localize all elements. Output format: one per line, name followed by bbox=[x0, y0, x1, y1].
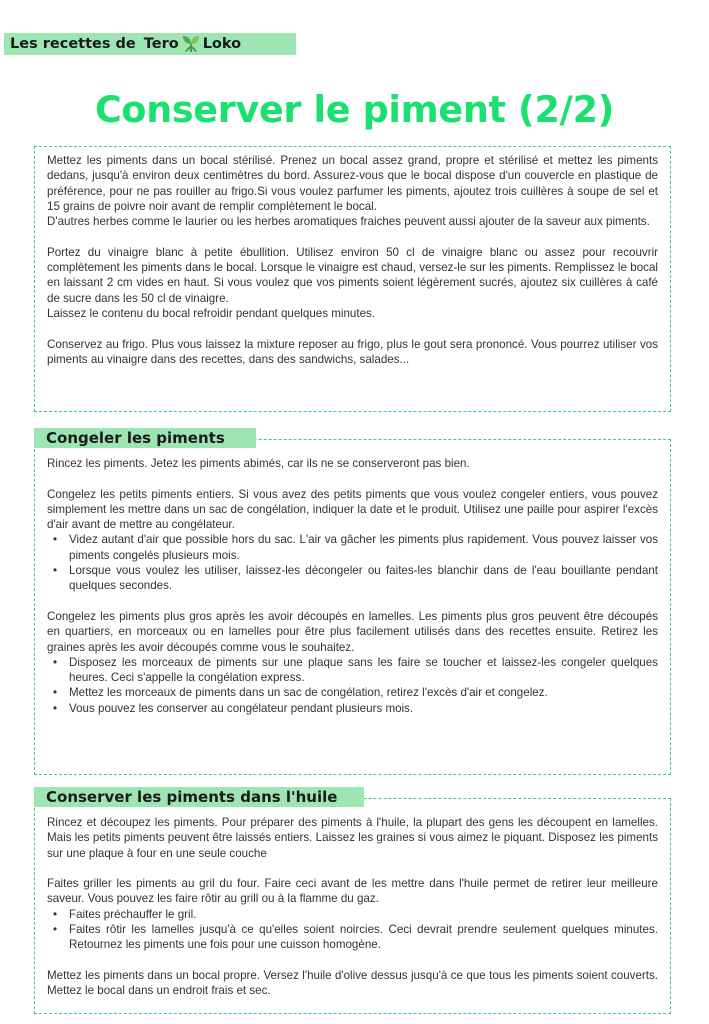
list-item: • Lorsque vous voulez les utiliser, laissez-les décongeler ou faites-les blanchir dans de l'eau bouillante pendant quelques secondes. bbox=[69, 563, 658, 594]
paragraph: Mettez les piments dans un bocal propre. Versez l'huile d'olive dessus jusqu'à ce que tous les piments soient couverts. Mettez le bocal dans un endroit frais et sec. bbox=[47, 968, 658, 998]
bullet-list bbox=[47, 532, 658, 593]
paragraph: Faites griller les piments au gril du four. Faire ceci avant de les mettre dans l'huile permet de retirer leur meilleure saveur. Vous pouvez les faire rôtir au grill ou à la flamme du gaz. bbox=[47, 877, 658, 906]
list-item: • Disposez les morceaux de piments sur une plaque sans les faire se toucher et laissez-les congeler quelques heures. Ceci s'appelle la congélation express. bbox=[69, 655, 658, 686]
section-oil bbox=[34, 798, 671, 1014]
paragraph: Conservez au frigo. Plus vous laissez la mixture reposer au frigo, plus le gout sera prononcé. Vous pourrez utiliser vos piments au vinaigre dans des recettes, dans des sandwichs, salades... bbox=[47, 337, 658, 366]
section-heading-oil: Conserver les piments dans l'huile bbox=[34, 787, 364, 807]
list-item: • Faites rôtir les lamelles jusqu'à ce qu'elles soient noircies. Ceci devrait prendre seulement quelques minutes. Retournez les piments une fois pour une cuisson homogène. bbox=[69, 922, 658, 953]
paragraph: Laissez le contenu du bocal refroidir pendant quelques minutes. bbox=[47, 306, 376, 320]
list-item: • Vous pouvez les conserver au congélateur pendant plusieurs mois. bbox=[69, 701, 658, 716]
paragraph: Rincez les piments. Jetez les piments abimés, car ils ne se conserveront pas bien. bbox=[47, 457, 470, 470]
section-heading-freeze: Congeler les piments bbox=[34, 428, 256, 448]
brand-name-part2: Loko bbox=[202, 36, 242, 52]
brand-prefix: Les recettes de bbox=[10, 36, 136, 52]
paragraph: Portez du vinaigre blanc à petite ébullition. Utilisez environ 50 cl de vinaigre blanc ou assez pour recouvrir complètement les piments dans le bocal. Lorsque le vinaigre est chaud, versez-le sur les piments. Remplissez le bocal en laissant 2 cm vides en haut. Si vous voulez que vos piments soient légèrement sucrés, ajoutez six cuillères à café de sucre dans les 50 cl de vinaigre. bbox=[47, 245, 658, 305]
list-item: • Faites préchauffer le gril. bbox=[69, 907, 658, 922]
brand-name-part1: Tero bbox=[143, 36, 179, 52]
list-item: • Videz autant d'air que possible hors du sac. L'air va gâcher les piments plus rapidement. Vous pouvez laisser vos piments congelés plusieurs mois. bbox=[69, 532, 658, 563]
paragraph: Congelez les petits piments entiers. Si vous avez des petits piments que vous voulez congeler entiers, vous pouvez simplement les mettre dans un sac de congélation, indiquer la date et le produit. Utilisez une paille pour aspirer l'excès d'air avant de mettre au congélateur. bbox=[47, 487, 658, 532]
leaf-logo-icon bbox=[181, 35, 201, 53]
bullet-list bbox=[47, 907, 658, 953]
page-title: Conserver le piment (2/2) bbox=[94, 88, 615, 131]
list-item: • Mettez les morceaux de piments dans un sac de congélation, retirez l'excès d'air et congelez. bbox=[69, 685, 658, 700]
paragraph: Mettez les piments dans un bocal stérilisé. Prenez un bocal assez grand, propre et stérilisé et mettez les piments dedans, jusqu'à environ deux centimètres du bord. Assurez-vous que le bocal dispose d'un couvercle en plastique de préférence, pour ne pas rouiller au frigo.Si vous voulez parfumer les piments, ajoutez trois cuillères à soupe de sel et 15 grains de poivre noir avant de remplir complètement le bocal. bbox=[47, 154, 658, 213]
brand-banner bbox=[4, 33, 296, 55]
paragraph: Congelez les piments plus gros après les avoir découpés en lamelles. Les piments plus gros peuvent être découpés en quartiers, en morceaux ou en lamelles pour être plus facilement utilisés dans des recettes ensuite. Retirez les graines après les avoir découpés comme vous le souhaitez. bbox=[47, 609, 658, 654]
paragraph: D'autres herbes comme le laurier ou les herbes aromatiques fraiches peuvent aussi ajouter de la saveur aux piments. bbox=[47, 215, 650, 229]
paragraph: Rincez et découpez les piments. Pour préparer des piments à l'huile, la plupart des gens les découpent en lamelles. Mais les petits piments peuvent être laissés entiers. Laissez les graines si vous aimez le piquant. Disposez les piments sur une plaque à four en une seule couche bbox=[47, 816, 658, 860]
section-vinegar bbox=[34, 146, 671, 412]
section-freeze bbox=[34, 439, 671, 775]
bullet-list bbox=[47, 655, 658, 716]
